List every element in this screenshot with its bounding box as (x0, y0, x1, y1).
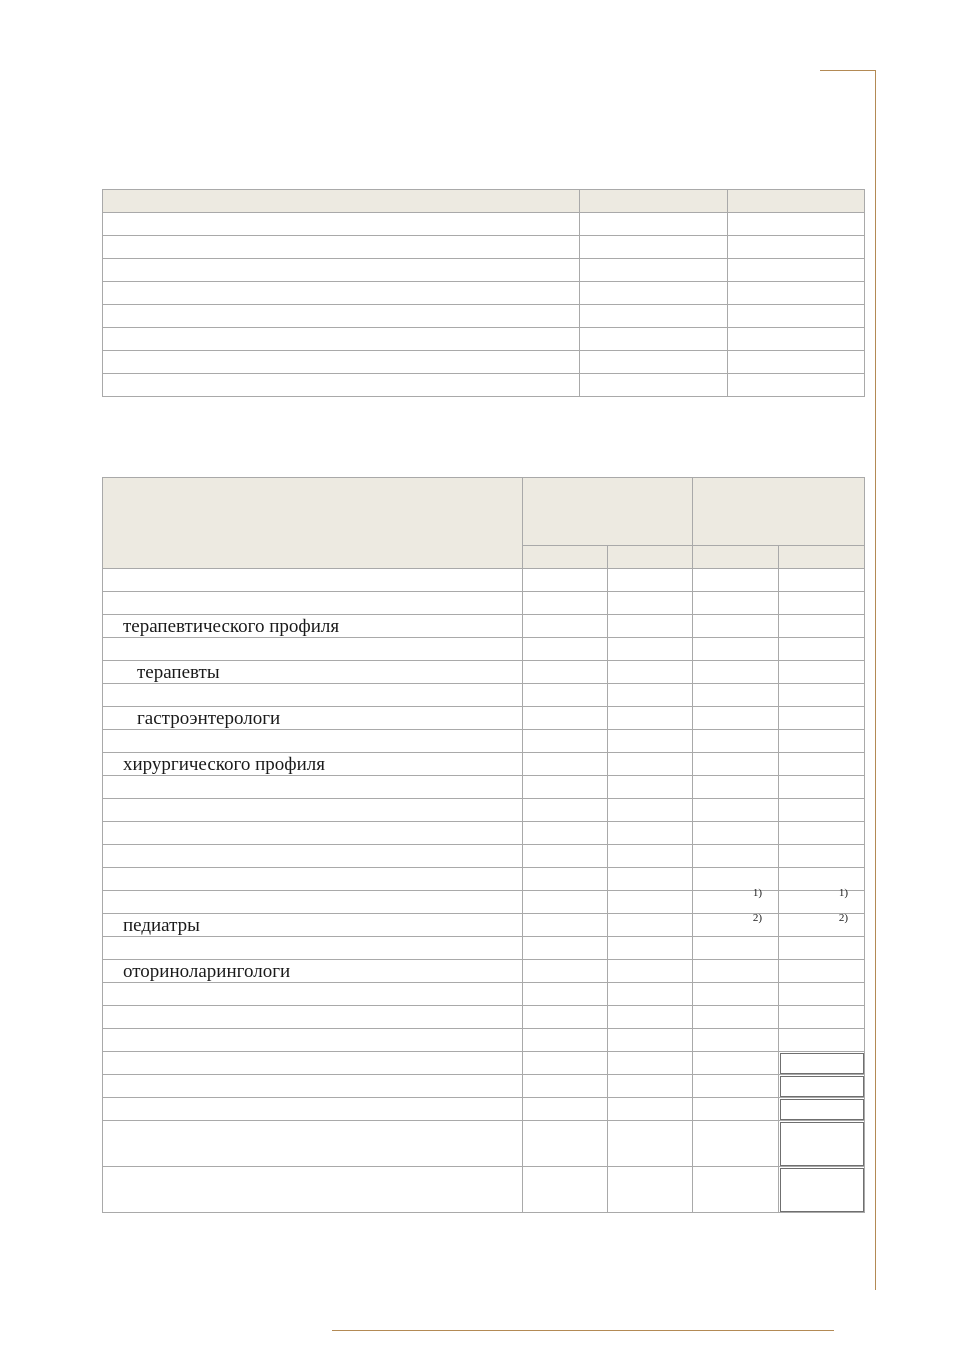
table-row (103, 592, 865, 615)
table-row (103, 305, 865, 328)
page-corner-rule-top (820, 70, 876, 71)
table-row (103, 891, 865, 914)
specialists-table (102, 477, 865, 1213)
table-row (103, 1098, 865, 1121)
header-group-cell (523, 478, 693, 546)
table-row (103, 1167, 865, 1213)
table-row (103, 213, 865, 236)
footnote-marker: 1) (838, 887, 848, 899)
table-row (103, 1075, 865, 1098)
table-row (103, 707, 865, 730)
table-row (103, 845, 865, 868)
table-row (103, 914, 865, 937)
footnote-marker: 1) (752, 887, 762, 899)
footnote-marker: 2) (752, 912, 762, 924)
table-row (103, 569, 865, 592)
footnote-marker: 2) (838, 912, 848, 924)
page-bottom-rule (332, 1330, 834, 1331)
header-cell (580, 190, 728, 213)
table-header-row (103, 478, 865, 546)
table-row (103, 730, 865, 753)
table-row (103, 776, 865, 799)
table-row (103, 1006, 865, 1029)
table-row (103, 799, 865, 822)
table-row (103, 822, 865, 845)
table-row (103, 868, 865, 891)
table-row (103, 1029, 865, 1052)
table-row (103, 282, 865, 305)
header-cell (779, 546, 865, 569)
header-cell (103, 190, 580, 213)
row-label: терапевты (103, 661, 523, 684)
row-label: терапевтического профиля (103, 615, 523, 638)
row-label: оториноларингологи (103, 960, 523, 983)
table-header-row (103, 190, 865, 213)
table-row (103, 983, 865, 1006)
table-row (103, 1121, 865, 1167)
table-row (103, 960, 865, 983)
table-row (103, 236, 865, 259)
table-row (103, 259, 865, 282)
table-row (103, 615, 865, 638)
table-row (103, 661, 865, 684)
table-row (103, 1052, 865, 1075)
table-row (103, 937, 865, 960)
header-cell (608, 546, 693, 569)
header-cell-name (103, 478, 523, 569)
table-row (103, 374, 865, 397)
row-label: гастроэнтерологи (103, 707, 523, 730)
table-row (103, 328, 865, 351)
table-row (103, 684, 865, 707)
table-row (103, 638, 865, 661)
table-row (103, 753, 865, 776)
row-label: хирургического профиля (103, 753, 523, 776)
row-label: педиатры (103, 914, 523, 937)
table-row (103, 351, 865, 374)
header-cell (523, 546, 608, 569)
summary-table (102, 189, 865, 397)
header-cell (693, 546, 779, 569)
page-side-rule (875, 70, 876, 1290)
header-cell (728, 190, 865, 213)
header-group-cell (693, 478, 865, 546)
